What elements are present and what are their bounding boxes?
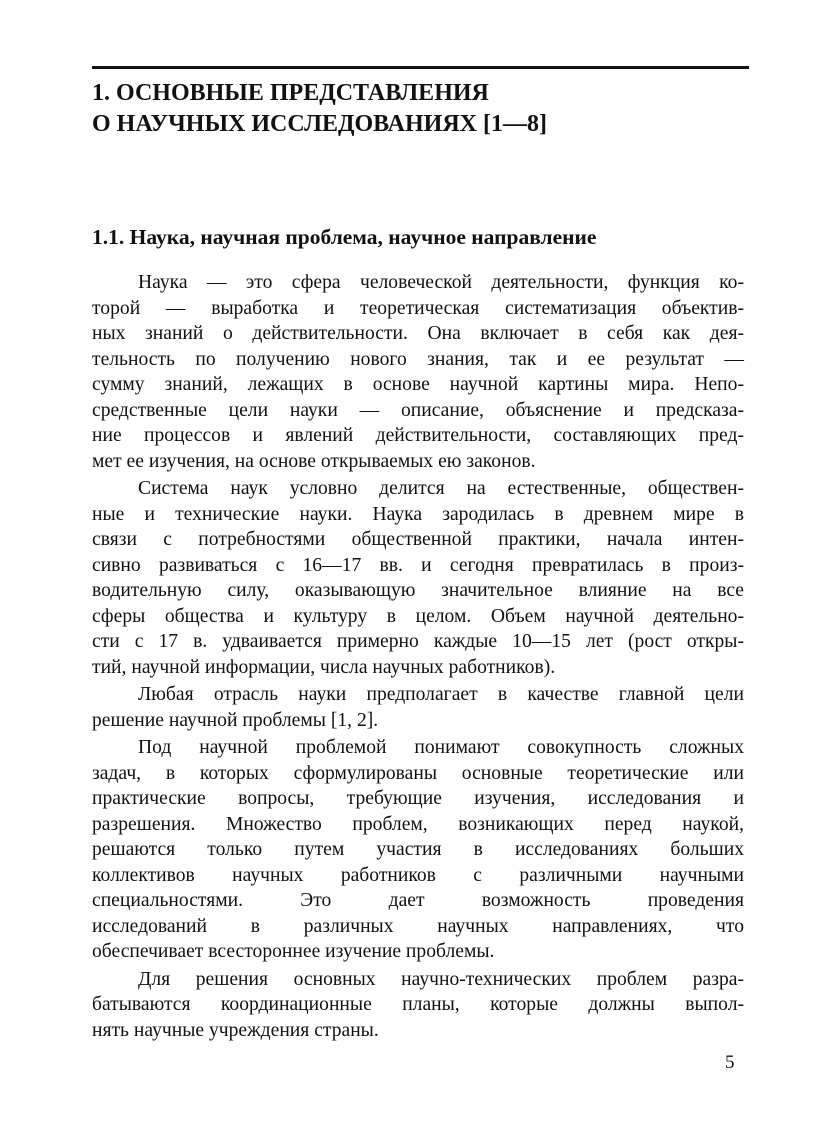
text-line: сферы общества и культуру в целом. Объем научной деятельно- [92,605,744,627]
text-line: разрешения. Множество проблем, возникающих перед наукой, [92,813,744,835]
text-line: Наука — это сфера человеческой деятельности, функция ко- [138,272,744,293]
page-number: 5 [725,1052,735,1073]
text-line: Для решения основных научно-технических проблем разра- [138,968,744,990]
paragraph-3 [92,682,744,733]
text-line: ние процессов и явлений действительности, составляющих пред- [92,425,744,446]
paragraph-2 [92,476,744,680]
text-line: водительную силу, оказывающую значительное влияние на все [92,580,744,601]
text-line: тий, научной информации, числа научных работников). [92,656,556,678]
paragraph-1 [92,270,744,474]
text-line: обеспечивает всестороннее изучение проблемы. [92,941,495,962]
text-line: Любая отрасль науки предполагает в качестве главной цели [138,684,744,705]
text-line: практические вопросы, требующие изучения, исследования и [92,788,744,809]
text-line: сти с 17 в. удваивается примерно каждые 10—15 лет (рост откры- [92,631,744,652]
text-line: задач, в которых сформулированы основные теоретические или [92,762,744,784]
text-line: Под научной проблемой понимают совокупность сложных [138,737,744,758]
text-line: решение научной проблемы [1, 2]. [92,709,379,731]
paragraph-4 [92,735,744,965]
text-line: исследований в различных научных направлениях, что [92,915,744,937]
text-line: сивно развиваться с 16—17 вв. и сегодня превратилась в произ- [92,554,744,576]
text-line: специальностями. Это дает возможность проведения [92,890,744,911]
text-line: нять научные учреждения страны. [92,1019,379,1041]
body-text [92,270,744,1043]
text-line: решаются только путем участия в исследованиях больших [92,839,744,860]
text-line: ные и технические науки. Наука зародилась в древнем мире в [92,503,744,525]
chapter-title-line: О НАУЧНЫХ ИССЛЕДОВАНИЯХ [1—8] [92,111,547,137]
text-line: ных знаний о действительности. Она включает в себя как дея- [92,323,744,344]
text-line: мет ее изучения, на основе открываемых ею законов. [92,450,536,472]
text-line: Система наук условно делится на естественные, обществен- [138,478,744,499]
text-line: батываются координационные планы, которые должны выпол- [92,994,744,1015]
text-line: связи с потребностями общественной практики, начала интен- [92,529,744,550]
text-line: тельность по получению нового знания, так и ее результат — [92,348,744,370]
chapter-title-line: 1. ОСНОВНЫЕ ПРЕДСТАВЛЕНИЯ [92,80,489,106]
text-line: торой — выработка и теоретическая систематизация объектив- [92,297,744,319]
text-line: средственные цели науки — описание, объяснение и предсказа- [92,399,744,421]
text-line: коллективов научных работников с различными научными [92,864,744,886]
chapter-title [92,78,749,140]
section-title: 1.1. Наука, научная проблема, научное направление [92,225,597,249]
text-line: сумму знаний, лежащих в основе научной картины мира. Непо- [92,374,744,395]
paragraph-5 [92,967,744,1044]
top-rule [92,66,749,69]
